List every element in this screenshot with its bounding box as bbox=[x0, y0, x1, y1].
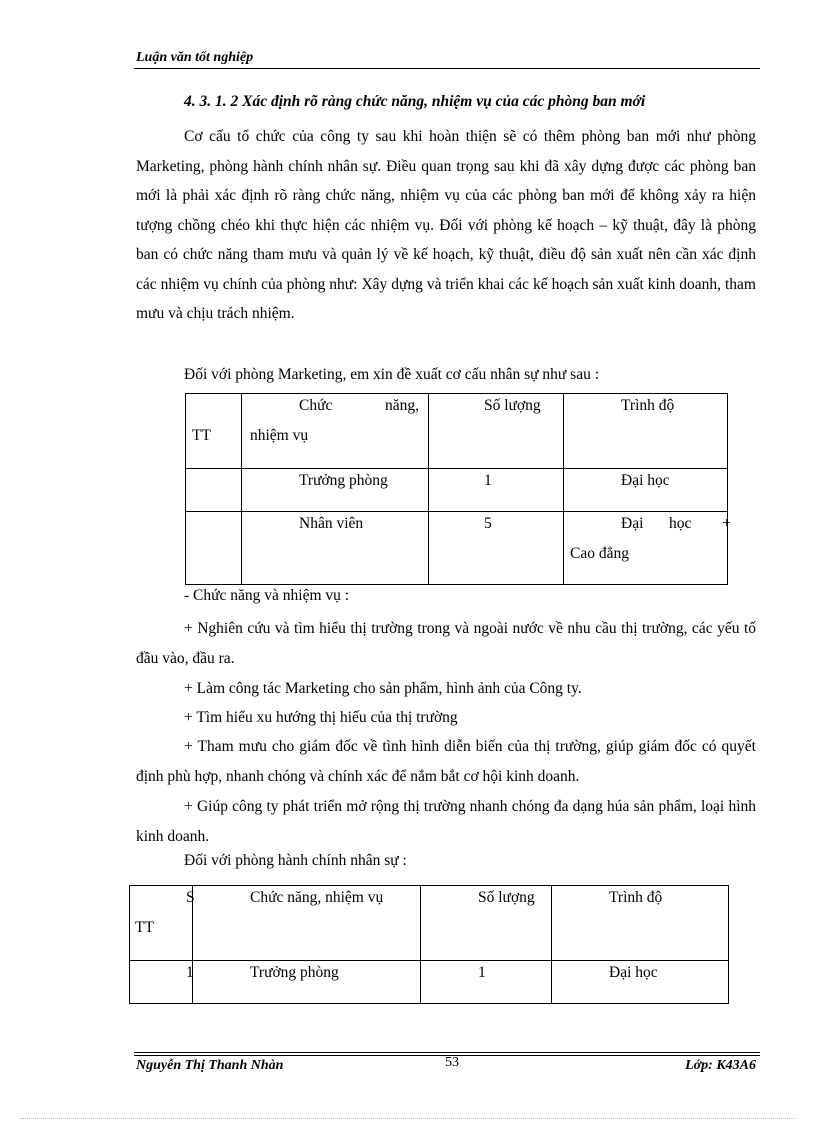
row2-role-cell bbox=[242, 512, 429, 585]
row2-level-cell bbox=[564, 512, 731, 585]
header-tt: TT bbox=[192, 427, 211, 444]
header-qty: Số lượng bbox=[484, 397, 541, 414]
row2-level-word4: Cao đẳng bbox=[570, 545, 629, 562]
row1-num-cell bbox=[130, 961, 193, 1004]
header-role-word3: nhiệm vụ bbox=[250, 427, 309, 444]
bullet-marketing-work: + Làm công tác Marketing cho sản phẩm, hình ảnh của Công ty. bbox=[184, 680, 582, 697]
row1-role: Trưởng phòng bbox=[299, 472, 388, 489]
row1-qty-cell bbox=[421, 961, 552, 1004]
bullet-research: + Nghiên cứu và tìm hiểu thị trường trong và ngoài nước về nhu cầu thị trường, các yếu tố đầu vào, đầu ra. bbox=[136, 620, 756, 667]
table-row bbox=[186, 512, 728, 585]
header-role-word1: Chức bbox=[299, 397, 333, 414]
row1-qty-cell bbox=[429, 469, 564, 512]
marketing-intro: Đối với phòng Marketing, em xin đề xuất cơ cấu nhân sự như sau : bbox=[184, 366, 600, 383]
row1-qty: 1 bbox=[478, 964, 486, 981]
footer-class: Lớp: K43A6 bbox=[685, 1058, 756, 1073]
row1-role-cell bbox=[193, 961, 421, 1004]
header-level: Trình độ bbox=[609, 889, 663, 906]
header-role: Chức năng, nhiệm vụ bbox=[250, 889, 384, 906]
header-cell-level bbox=[552, 886, 729, 961]
header-level: Trình độ bbox=[621, 397, 675, 414]
functions-label: - Chức năng và nhiệm vụ : bbox=[184, 587, 350, 604]
hr-intro: Đối với phòng hành chính nhân sự : bbox=[184, 852, 407, 869]
header-cell-role bbox=[193, 886, 421, 961]
header-cell-level bbox=[564, 394, 728, 469]
row1-level-cell bbox=[552, 961, 729, 1004]
bullet-trends: + Tìm hiểu xu hướng thị hiếu của thị trường bbox=[184, 709, 458, 726]
page-number: 53 bbox=[445, 1055, 459, 1070]
header-cell-qty bbox=[429, 394, 564, 469]
table-row bbox=[186, 469, 728, 512]
row2-qty: 5 bbox=[484, 515, 492, 532]
bullet-expand: + Giúp công ty phát triển mở rộng thị trường nhanh chóng đa dạng húa sản phẩm, loại hình kinh doanh. bbox=[136, 798, 756, 845]
table-header-row bbox=[130, 886, 729, 961]
bullet-advise: + Tham mưu cho giám đốc về tình hình diễn biến của thị trường, giúp giám đốc có quyết định phù hợp, nhanh chóng và chính xác để nắm bắt cơ hội kinh doanh. bbox=[136, 738, 756, 785]
row2-level-word1: Đại bbox=[621, 515, 644, 532]
header-role-word2: năng, bbox=[385, 397, 420, 414]
paragraph-org-structure: Cơ cấu tổ chức của công ty sau khi hoàn thiện sẽ có thêm phòng ban mới như phòng Marketing, phòng hành chính nhân sự. Điều quan trọng sau khi đã xây dựng được các phòng ban mới là phải xác định rõ ràng chức năng, nhiệm vụ của các phòng ban mới để không xảy ra hiện tượng chồng chéo khi thực hiện các nhiệm vụ. Đối với phòng kế hoạch – kỹ thuật, đây là phòng ban có chức năng tham mưu và quản lý về kế hoạch, kỹ thuật, điều độ sản xuất nên cần xác định các nhiệm vụ chính của phòng như: Xây dựng và triển khai các kế hoạch sản xuất kinh doanh, tham mưu và chịu trách nhiệm. bbox=[136, 128, 756, 322]
table-row bbox=[130, 961, 729, 1004]
row1-num: 1 bbox=[186, 964, 194, 981]
header-cell-qty bbox=[421, 886, 552, 961]
marketing-staff-table bbox=[185, 393, 731, 585]
row2-role: Nhân viên bbox=[299, 515, 364, 532]
running-header: Luận văn tốt nghiệp bbox=[136, 50, 254, 65]
header-tt: TT bbox=[135, 919, 154, 936]
hr-staff-table bbox=[129, 885, 729, 1004]
page-bottom-dotted-border bbox=[20, 1118, 796, 1119]
header-cell-role bbox=[242, 394, 429, 469]
row2-level-word2: học bbox=[669, 515, 692, 532]
header-s: S bbox=[186, 889, 195, 906]
header-qty: Số lượng bbox=[478, 889, 535, 906]
footer-rule-thick bbox=[134, 1052, 760, 1053]
row1-level: Đại học bbox=[621, 472, 670, 489]
row2-level-word3: + bbox=[722, 515, 731, 532]
row1-level: Đại học bbox=[609, 964, 658, 981]
row2-qty-cell bbox=[429, 512, 564, 585]
header-cell-stt bbox=[130, 886, 193, 961]
row1-qty: 1 bbox=[484, 472, 492, 489]
header-rule bbox=[134, 68, 760, 69]
table-header-row bbox=[186, 394, 728, 469]
header-cell-tt bbox=[186, 394, 242, 469]
row1-role: Trưởng phòng bbox=[250, 964, 339, 981]
row1-tt bbox=[186, 469, 242, 512]
row2-tt bbox=[186, 512, 242, 585]
row1-role-cell bbox=[242, 469, 429, 512]
row1-level-cell bbox=[564, 469, 728, 512]
section-heading: 4. 3. 1. 2 Xác định rõ ràng chức năng, nhiệm vụ của các phòng ban mới bbox=[184, 93, 646, 110]
footer-author: Nguyễn Thị Thanh Nhàn bbox=[136, 1058, 284, 1073]
